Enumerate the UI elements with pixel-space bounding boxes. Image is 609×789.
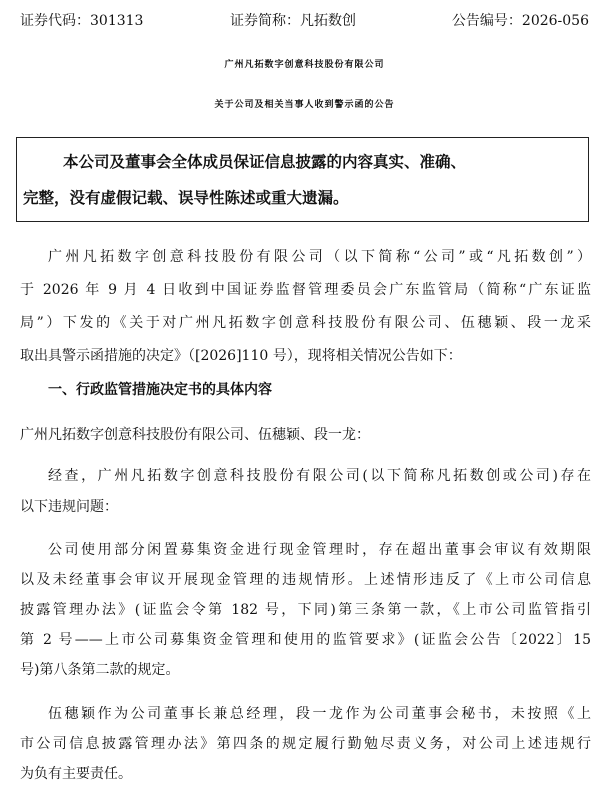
- violation-paragraph-line: 以及未经董事会审议开展现金管理的违规情形。上述情形违反了《上市公司信息: [20, 572, 591, 588]
- stock-abbreviation: 证券简称：凡拓数创: [230, 13, 356, 29]
- announcement-header: [20, 10, 589, 32]
- responsibility-paragraph-line: 市公司信息披露管理办法》第四条的规定履行勤勉尽责义务，对公司上述违规行: [20, 736, 591, 752]
- responsibility-paragraph-line: 伍穗颖作为公司董事长兼总经理，段一龙作为公司董事会秘书，未按照《上: [48, 706, 591, 722]
- addressee-line: 广州凡拓数字创意科技股份有限公司、伍穗颖、段一龙：: [20, 427, 370, 443]
- disclosure-statement-line: 本公司及董事会全体成员保证信息披露的内容真实、准确、: [63, 153, 467, 171]
- disclosure-statement-box: [16, 137, 589, 222]
- violation-paragraph-line: 号)第八条第二款的规定。: [20, 662, 180, 678]
- disclosure-statement-line: 完整，没有虚假记载、误导性陈述或重大遗漏。: [23, 189, 349, 207]
- intro-paragraph-line: 局”）下发的《关于对广州凡拓数字创意科技股份有限公司、伍穗颖、段一龙采: [20, 315, 591, 331]
- finding-paragraph-line: 经查，广州凡拓数字创意科技股份有限公司(以下简称凡拓数创或公司)存在: [48, 468, 591, 484]
- announcement-title: 关于公司及相关当事人收到警示函的公告: [214, 100, 395, 110]
- intro-paragraph-line: 于 2026 年 9 月 4 日收到中国证券监督管理委员会广东监管局（简称“广东证监: [20, 282, 591, 298]
- violation-paragraph-line: 披露管理办法》(证监会令第 182 号，下同)第三条第一款，《上市公司监管指引: [20, 602, 591, 618]
- violation-paragraph-line: 第 2 号——上市公司募集资金管理和使用的监管要求》(证监会公告〔2022〕15: [20, 632, 591, 648]
- notice-number: 公告编号：2026-056: [451, 13, 589, 29]
- violation-paragraph-line: 公司使用部分闲置募集资金进行现金管理时，存在超出董事会审议有效期限: [48, 542, 591, 558]
- responsibility-paragraph-line: 为负有主要责任。: [20, 766, 132, 782]
- company-title: 广州凡拓数字创意科技股份有限公司: [224, 60, 385, 70]
- intro-paragraph-line: 取出具警示函措施的决定》（[2026]110 号），现将相关情况公告如下：: [20, 348, 462, 364]
- intro-paragraph-line: 广州凡拓数字创意科技股份有限公司（以下简称“公司”或“凡拓数创”）: [48, 249, 591, 265]
- section-heading: 一、行政监管措施决定书的具体内容: [48, 382, 272, 398]
- finding-paragraph-line: 以下违规问题：: [20, 499, 118, 515]
- stock-code: 证券代码：301313: [20, 13, 144, 29]
